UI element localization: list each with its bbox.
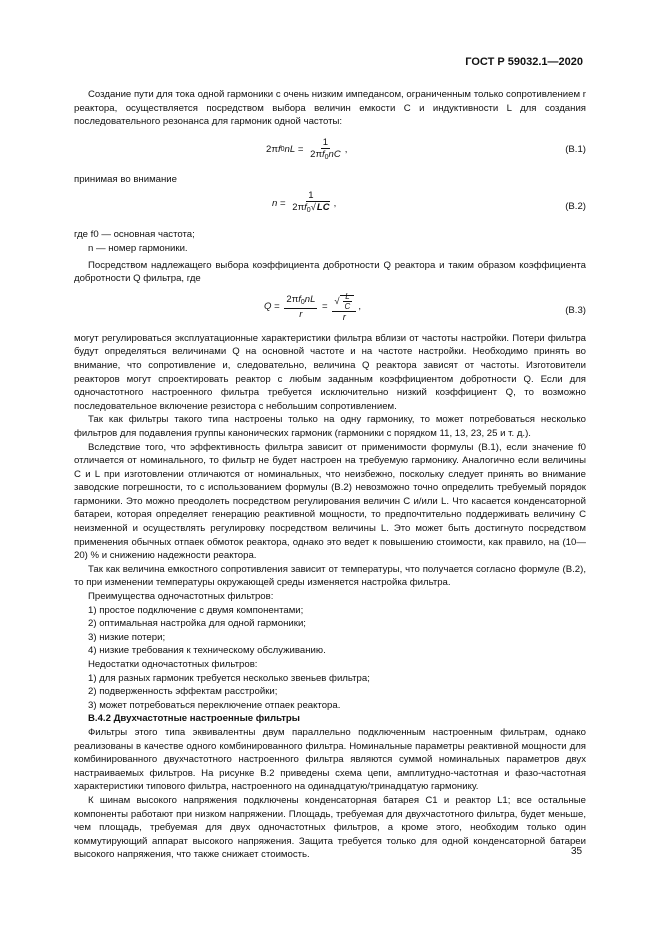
- equation-b3-formula: Q = $\frac{2\pi f_0nL}{r}$ = √ $\frac{L}{C}$ r ,: [264, 291, 361, 323]
- paragraph-8: Фильтры этого типа эквивалентны двум параллельно подключенным настроенным фильтрам, однако реализованы в качестве одного комбинированного фильтра. Номинальные параметры реактивной мощности для комбинированного двухчастотного настроенного фильтра являются суммой номинальных параметров двух настраиваемых фильтров. На рисунке В.2 приведены схема цепи, амплитудно-частотная и фазо-частотная характеристики типового фильтра, настроенного на одинадцатую/тринадцатую гармонику.: [74, 726, 586, 793]
- equation-b3-label: (В.3): [565, 304, 586, 316]
- equation-b1-formula: 2π f 0 nL = $\frac{1}{2\pi f_0nC}$ ,: [266, 136, 348, 161]
- paragraph-7: Так как величина емкостного сопротивления зависит от температуры, что получается согласно формуле (В.2), то при изменении температуры окружающей среды изменяется настройка фильтра.: [74, 563, 586, 589]
- advantages-title: Преимущества одночастотных фильтров:: [88, 591, 274, 603]
- disadvantages-title: Недостатки одночастотных фильтров:: [88, 659, 258, 670]
- disadvantage-item: 3) может потребоваться переключение отпаек реактора.: [88, 699, 341, 711]
- advantage-item: 3) низкие потери;: [88, 631, 166, 643]
- equation-b2-label: (В.2): [565, 201, 586, 213]
- advantage-item: 1) простое подключение с двумя компонентами;: [88, 604, 304, 616]
- equation-b2: [74, 190, 586, 224]
- equation-b3: [74, 292, 586, 330]
- equation-b2-formula: n = $\frac{1}{2\pi f_0√LC}$ ,: [272, 190, 337, 215]
- paragraph-1: Создание пути для тока одной гармоники с очень низким импедансом, ограниченным только сопротивлением r реактора, осуществляется посредством выбора величин емкости C и индуктивности L для создания последовательного резонанса для гармоник одной частоты:: [74, 89, 586, 128]
- where-n: n — номер гармоники.: [88, 242, 188, 254]
- advantage-item: 2) оптимальная настройка для одной гармоники;: [88, 618, 306, 630]
- equation-b1: [74, 137, 586, 165]
- paragraph-4: могут регулироваться эксплуатационные характеристики фильтра вблизи от частоты настройки. Потери фильтра будут определяться величинами Q на основной частоте и на частоте настройки. Необходимо принять во внимание, что сопротивление и, следовательно, величина Q реактора зависят от частоты. Изготовители реакторов могут спроектировать реактор с любым заданным коэффициентом добротности Q. Если для одночастотного настроенного фильтра требуется исключительно низкий коэффициент Q, то возможно последовательное включение резистора с небольшим сопротивлением.: [74, 332, 586, 412]
- section-heading: В.4.2 Двухчастотные настроенные фильтры: [88, 713, 300, 725]
- standard-header: ГОСТ Р 59032.1—2020: [465, 56, 583, 68]
- paragraph-5: Так как фильтры такого типа настроены только на одну гармонику, то может потребоваться несколько фильтров для подавления группы канонических гармоник (гармоники с порядком 11, 13, 23, 25 и т. д.).: [74, 414, 586, 439]
- page-number: 35: [571, 846, 583, 857]
- advantage-item: 4) низкие требования к техническому обслуживанию.: [88, 645, 326, 657]
- paragraph-6: Вследствие того, что эффективность фильтра зависит от применимости формулы (В.1), если значение f0 отличается от номинального, то фильтр не будет настроен на требуемую гармонику. Аналогично если величины C и L при изготовлении отличаются от номинальных, что неизбежно, поскольку следует принять во внимание заводские погрешности, то с использованием формулы (В.2) невозможно точно определить требуемый порядок гармоники. Это можно преодолеть посредством регулирования величин C и/или L. Что касается конденсаторной батареи, которая определяет генерацию реактивной мощности, то предпочтительно поддерживать величину C неизменной и осуществлять регулировку посредством величины L. Это может быть достигнуто посредством применения обычных отпаек обмоток реактора, однако это ведет к повышению стоимости, как правило, на (10—20) % и снижению надежности реактора.: [74, 441, 586, 562]
- paragraph-3: Посредством надлежащего выбора коэффициента добротности Q реактора и таким образом коэффициента добротности Q фильтра, где: [74, 259, 586, 285]
- paragraph-2: принимая во внимание: [74, 173, 178, 185]
- where-f0: где f0 — основная частота;: [74, 229, 195, 241]
- document-body: [74, 88, 586, 862]
- paragraph-9: К шинам высокого напряжения подключены конденсаторная батарея C1 и реактор L1; все остальные компоненты работают при низком напряжении. Площадь, требуемая для двухчастотного фильтра, будет меньше, чем площадь, требуемая для двух одночастотных фильтров, а кроме этого, необходим только один коммутирующий аппарат высокого напряжения. Защита требуется только для одной конденсаторной батареи высокого напряжения, что также снижает стоимость.: [74, 794, 586, 861]
- disadvantage-item: 1) для разных гармоник требуется несколько звеньев фильтра;: [88, 672, 370, 684]
- equation-b1-label: (В.1): [565, 143, 586, 155]
- disadvantage-item: 2) подверженность эффектам расстройки;: [88, 686, 278, 698]
